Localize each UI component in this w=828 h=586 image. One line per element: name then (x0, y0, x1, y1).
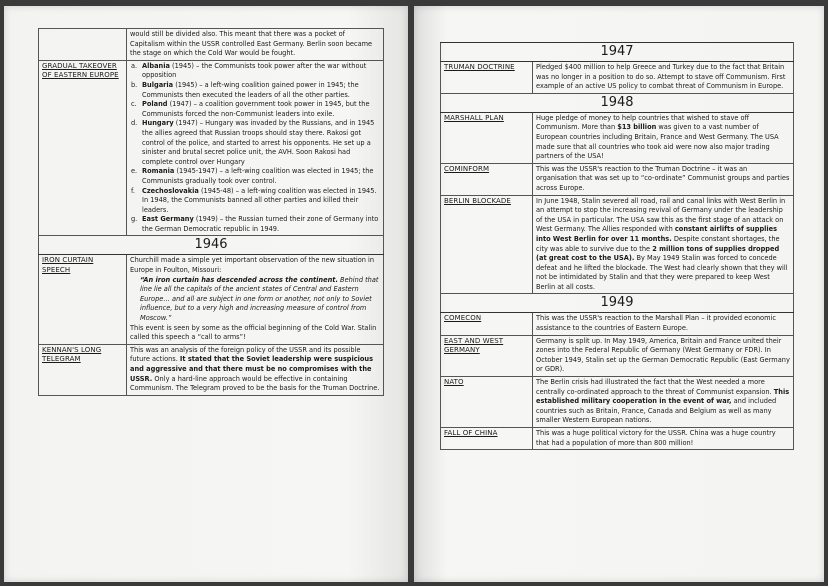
iron-curtain-outro: This event is seen by some as the official beginning of the Cold War. Stalin called this speech a “call to arms”! (130, 323, 377, 342)
berlin-cell: In June 1948, Stalin severed all road, rail and canal links with West Berlin in an attempt to stop the increasing revival of Germany under the leadership of the USA in particular. The USA saw this as the first stage of an attack on West Germany. The Allies responded with constant airlifts of supplies into West Berlin for over 11 months. Despite constant shortages, the city was able to survive due to the 2 million tons of supplies dropped (at great cost to the USA). By May 1949 Stalin was forced to concede defeat and he lifted the blockade. The West had clearly shown that they will not be intimidated by Stalin and that they were prepared to keep West Berlin at all costs. (533, 195, 794, 294)
china-text: This was a huge political victory for the USSR. China was a huge country that had a population of more than 800 million! (533, 428, 794, 450)
table-row (441, 377, 794, 428)
term-kennan-telegram: KENNAN'S LONG TELEGRAM (39, 344, 127, 395)
truman-text: Pledged $400 million to help Greece and Turkey due to the fact that Britain was no longer in a position to do so. Attempt to stave off Communism. First example of an active US policy to combat threat of Communism in Europe. (533, 62, 794, 94)
table-row (441, 428, 794, 450)
term-truman-doctrine: TRUMAN DOCTRINE (441, 62, 533, 94)
term-fall-of-china: FALL OF CHINA (441, 428, 533, 450)
list-item: a. Albania (1945) – the Communists took power after the war without opposition (131, 61, 367, 80)
year-row (39, 236, 384, 255)
table-row (441, 313, 794, 335)
term-iron-curtain: IRON CURTAIN SPEECH (39, 255, 127, 344)
year-heading-1949: 1949 (441, 294, 794, 313)
term-gradual-takeover: GRADUAL TAKEOVER OF EASTERN EUROPE (39, 60, 127, 236)
right-notes-table (440, 42, 794, 450)
term-berlin-blockade: BERLIN BLOCKADE (441, 195, 533, 294)
iron-curtain-intro: Churchill made a simple yet important observation of the new situation in Europe in Foulton, Missouri: (130, 256, 375, 275)
list-item: d. Hungary (1947) – Hungary was invaded by the Russians, and in 1945 the allies agreed that Russian troops should stay there. Rakosi got control of the police, and started to arrest his opponents. He set up a sinister and brutal secret police unit, the AVH. Soon Rakosi had complete control over Hungary (131, 119, 375, 166)
term-marshall-plan: MARSHALL PLAN (441, 112, 533, 163)
table-row (39, 60, 384, 236)
table-row (39, 344, 384, 395)
year-heading-1946: 1946 (39, 236, 384, 255)
table-row (39, 29, 384, 61)
right-page (414, 6, 824, 582)
year-heading-1948: 1948 (441, 93, 794, 112)
table-row (441, 62, 794, 94)
year-row (441, 294, 794, 313)
comecon-text: This was the USSR's reaction to the Marshall Plan – it provided economic assistance to the countries of Eastern Europe. (533, 313, 794, 335)
year-row (441, 93, 794, 112)
table-row (441, 112, 794, 163)
year-heading-1947: 1947 (441, 43, 794, 62)
term-cominform: COMINFORM (441, 163, 533, 195)
term-nato: NATO (441, 377, 533, 428)
list-item: f. Czechoslovakia (1945-48) – a left-wing coalition was elected in 1945. In 1948, the Communists banned all other parties and killed their leaders. (131, 186, 377, 214)
left-notes-table (38, 28, 384, 396)
year-row (441, 43, 794, 62)
nato-cell: The Berlin crisis had illustrated the fact that the West needed a more centrally co-ordinated approach to the threat of Communist expansion. This established military cooperation in the event of war, and included countries such as Britain, France, Canada and Belgium as well as many smaller Western European nations. (533, 377, 794, 428)
kennan-cell: This was an analysis of the foreign policy of the USSR and its possible future actions. It stated that the Soviet leadership were suspicious and aggressive and that there must be no compromises with the USSR. Only a hard-line approach would be effective in containing Communism. The Telegram proved to be the basis for the Truman Doctrine. (127, 344, 384, 395)
table-row (39, 255, 384, 344)
term-east-west-germany: EAST AND WEST GERMANY (441, 335, 533, 376)
takeover-list-cell (127, 60, 384, 236)
cominform-text: This was the USSR's reaction to the Truman Doctrine – it was an organisation that was set up to “co-ordinate” Communist groups and parties across Europe. (533, 163, 794, 195)
table-row (441, 335, 794, 376)
takeover-list (130, 62, 380, 235)
germany-text: Germany is split up. In May 1949, America, Britain and France united their zones into the Federal Republic of Germany (West Germany or FDR). In October 1949, Stalin set up the German Democratic Republic (East Germany or GDR). (533, 335, 794, 376)
list-item: b. Bulgaria (1945) – a left-wing coalition gained power in 1945; the Communists then executed the leaders of all the other parties. (131, 80, 359, 99)
list-item: c. Poland (1947) – a coalition government took power in 1945, but the Communists forced the non-Communist leaders into exile. (131, 100, 370, 118)
table-row (441, 163, 794, 195)
term-comecon: COMECON (441, 313, 533, 335)
left-page (4, 6, 408, 582)
list-item: g. East Germany (1949) – the Russian turned their zone of Germany into the German Democratic republic in 1949. (131, 215, 379, 233)
marshall-cell: Huge pledge of money to help countries that wished to stave off Communism. More than $13 billion was given to a vast number of European countries including Britain, France and West Germany. The USA made sure that all countries who took aid were now also major trading partners of the USA! (533, 112, 794, 163)
iron-curtain-cell (127, 255, 384, 344)
list-item: e. Romania (1945-1947) – a left-wing coalition was elected in 1945; the Communists gradually took over control. (131, 167, 374, 185)
empty-term-cell (39, 29, 127, 61)
berlin-division-text: would still be divided also. This meant that there was a pocket of Capitalism within the USSR controlled East Germany. Berlin soon became the stage on which the Cold War would be fought. (127, 29, 384, 61)
churchill-quote: “An iron curtain has descended across the continent. Behind that line lie all the capitals of the ancient states of Central and Eastern Europe… and all are subject in one form or another, not only to Soviet influence, but to a very high and increasing measure of control from Moscow.” (140, 275, 379, 323)
table-row (441, 195, 794, 294)
